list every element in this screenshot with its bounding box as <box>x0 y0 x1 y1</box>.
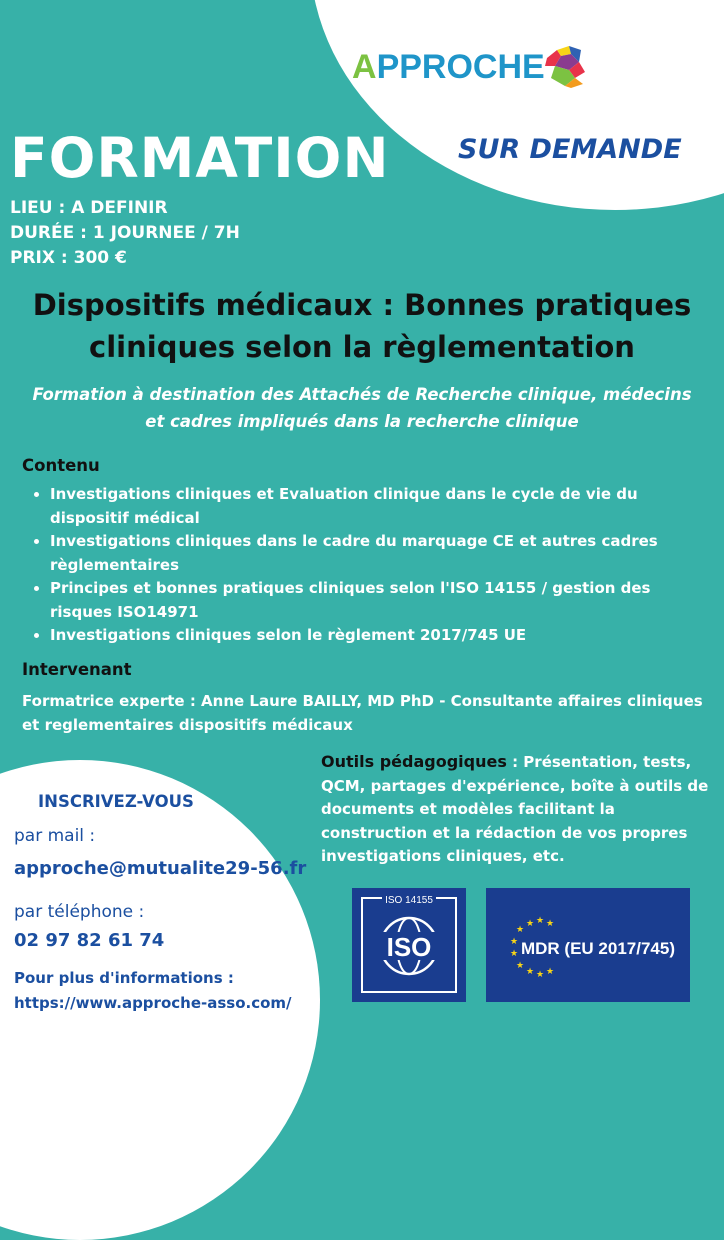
phone-label: par téléphone : <box>14 902 145 922</box>
formation-heading: FORMATION <box>10 126 390 190</box>
list-item: • Investigations cliniques selon le règlement 2017/745 UE <box>50 624 710 648</box>
outils-text: : Présentation, tests, QCM, partages d'expérience, boîte à outils de documents et modèles facilitant la construction et la rédaction de vos propres investigations cliniques, etc. <box>321 753 709 865</box>
intervenant-heading: Intervenant <box>22 660 132 679</box>
mail-label: par mail : <box>14 826 96 846</box>
subtitle-line-1: Formation à destination des Attachés de Recherche clinique, médecins <box>32 385 692 404</box>
svg-text:★: ★ <box>545 967 555 977</box>
iso-14155-badge <box>352 888 466 1002</box>
list-item: • Investigations cliniques dans le cadre du marquage CE et autres cadres règlementaires <box>50 530 710 577</box>
outils-block <box>321 750 716 869</box>
iso-logo-icon <box>352 888 466 1002</box>
svg-text:★: ★ <box>525 967 535 977</box>
approche-logo <box>352 44 589 90</box>
contenu-list <box>30 483 710 648</box>
meta-block <box>10 196 240 271</box>
website-link[interactable]: https://www.approche-asso.com/ <box>14 994 292 1012</box>
mdr-badge <box>486 888 690 1002</box>
svg-text:★: ★ <box>515 925 525 935</box>
contenu-heading: Contenu <box>22 456 100 475</box>
subtitle-line-2: et cadres impliqués dans la recherche clinique <box>145 412 579 431</box>
duree-text: DURÉE : 1 JOURNEE / 7H <box>10 223 240 243</box>
course-title-line-1: Dispositifs médicaux : Bonnes pratiques <box>32 288 692 322</box>
svg-text:★: ★ <box>545 919 555 929</box>
svg-text:★: ★ <box>535 916 545 926</box>
list-item: • Principes et bonnes pratiques cliniques selon l'ISO 14155 / gestion des risques ISO14971 <box>50 577 710 624</box>
course-title <box>0 284 724 368</box>
france-map-icon <box>541 44 589 90</box>
course-subtitle <box>20 381 704 435</box>
svg-text:★: ★ <box>525 919 535 929</box>
mail-link[interactable]: approche@mutualite29-56.fr <box>14 858 307 879</box>
iso-badge-top-text: ISO 14155 <box>385 895 433 906</box>
svg-text:★: ★ <box>509 949 519 959</box>
outils-label: Outils pédagogiques <box>321 752 507 771</box>
info-label: Pour plus d'informations : <box>14 969 234 987</box>
svg-text:★: ★ <box>509 937 519 947</box>
logo-text: APPROCHE <box>352 47 545 86</box>
list-item: • Investigations cliniques et Evaluation clinique dans le cycle de vie du dispositif médical <box>50 483 710 530</box>
inscrivez-heading: INSCRIVEZ-VOUS <box>38 792 194 811</box>
svg-text:★: ★ <box>515 961 525 971</box>
info-block <box>14 966 292 1016</box>
sur-demande-label: SUR DEMANDE <box>458 134 682 165</box>
svg-text:★: ★ <box>535 970 545 980</box>
eu-stars-icon <box>486 888 690 1002</box>
iso-badge-word: ISO <box>386 932 432 962</box>
phone-number[interactable]: 02 97 82 61 74 <box>14 930 165 951</box>
course-title-line-2: cliniques selon la règlementation <box>89 330 635 364</box>
intervenant-text: Formatrice experte : Anne Laure BAILLY, MD PhD - Consultante affaires cliniques et reglementaires dispositifs médicaux <box>22 692 703 734</box>
mdr-badge-text: MDR (EU 2017/745) <box>520 939 676 958</box>
lieu-text: LIEU : A DEFINIR <box>10 198 168 218</box>
prix-text: PRIX : 300 € <box>10 248 127 268</box>
